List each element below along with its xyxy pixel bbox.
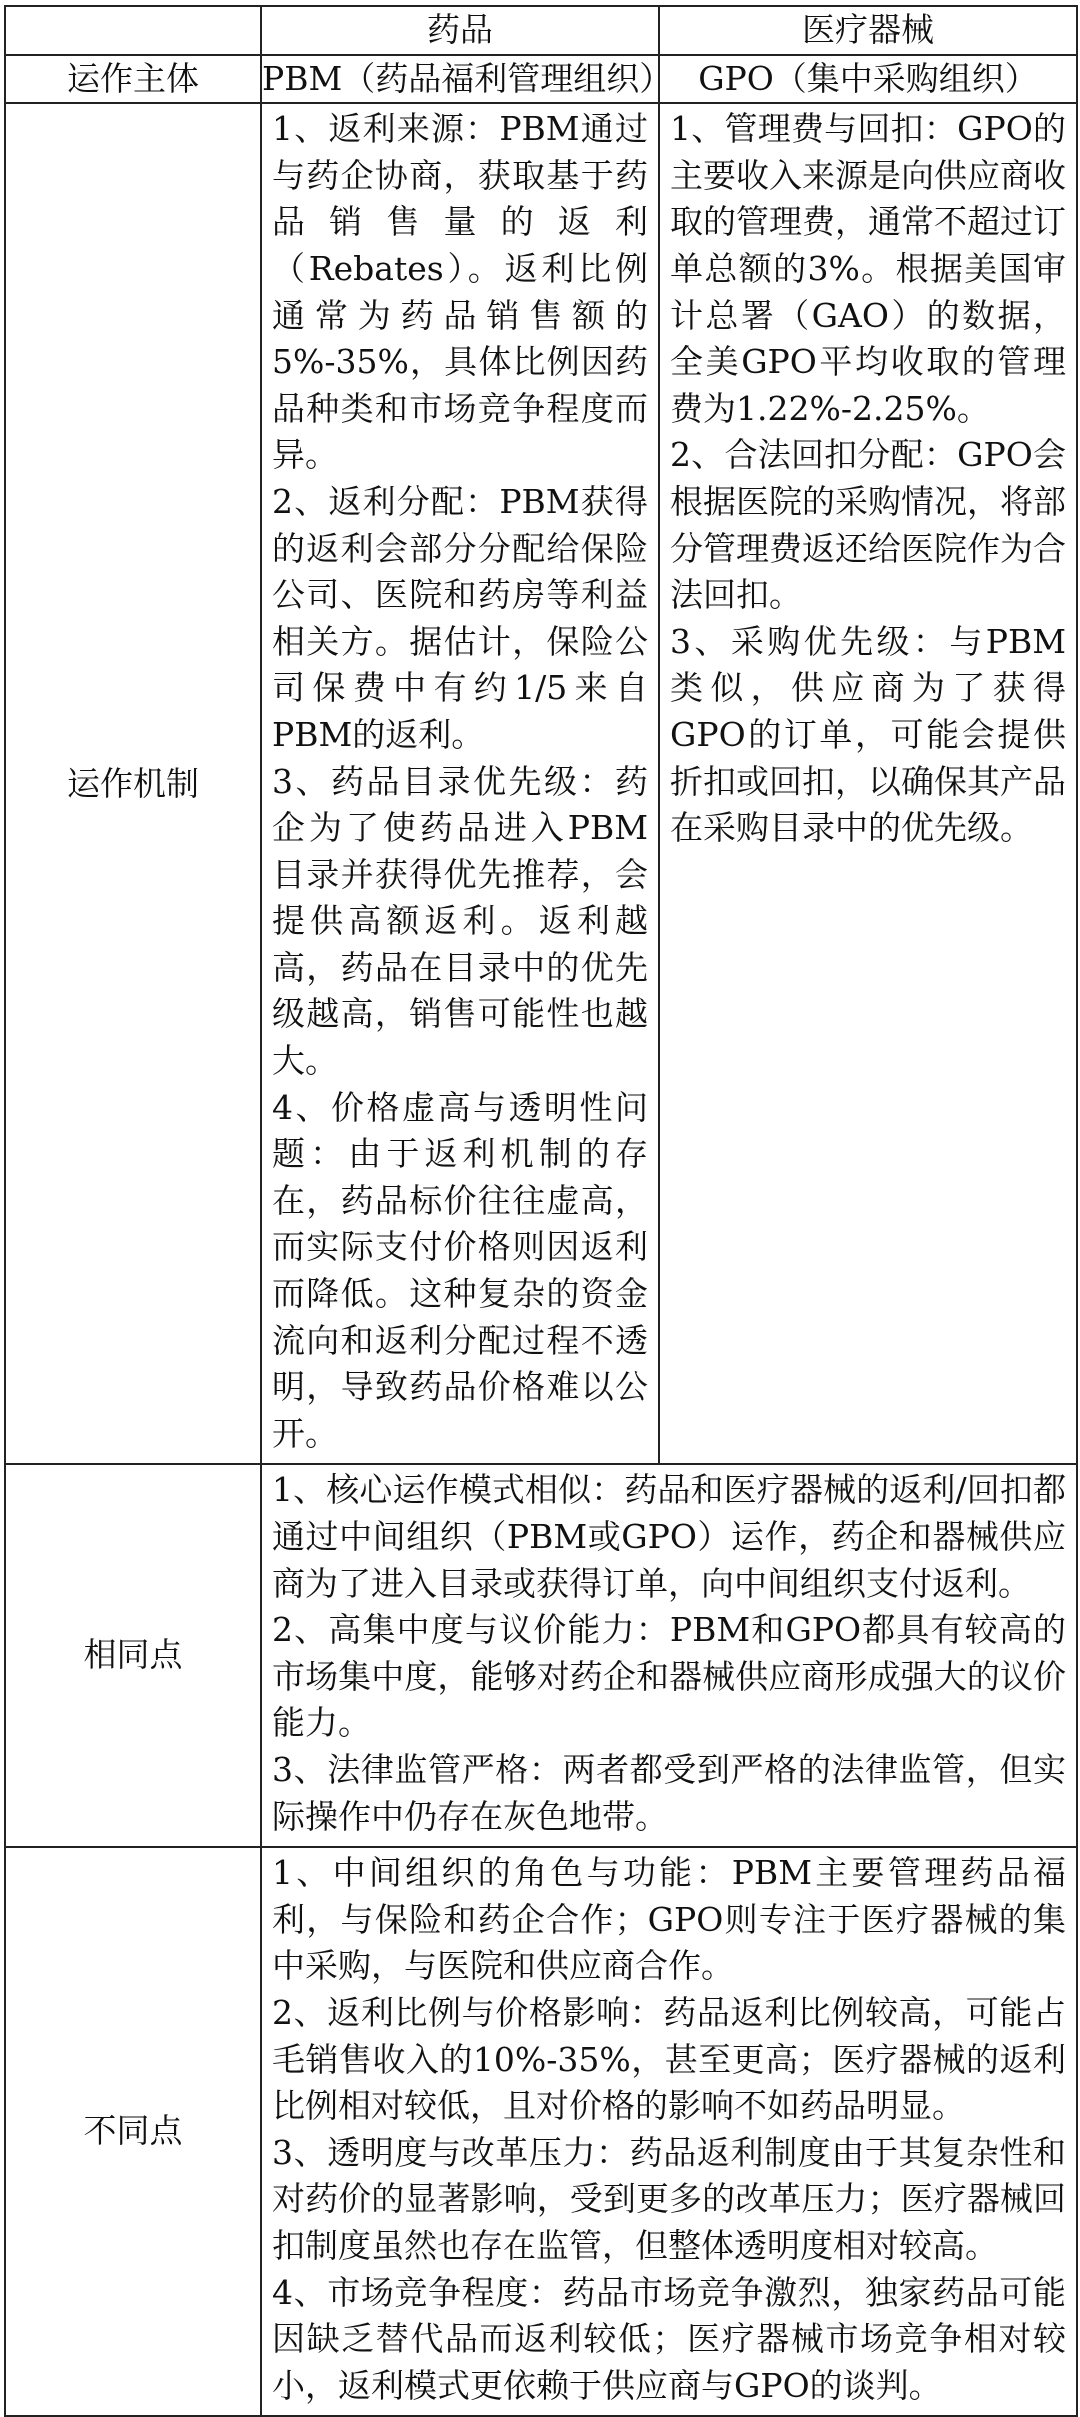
- row-label-similarities: 相同点: [5, 1464, 261, 1847]
- header-corner: [5, 6, 261, 55]
- mechanism-device-cell: [659, 103, 1077, 1464]
- similarity-item: 1、核心运作模式相似：药品和医疗器械的返利/回扣都通过中间组织（PBM或GPO）运作，药企和器械供应商为了进入目录或获得订单，向中间组织支付返利。: [272, 1470, 1066, 1603]
- mechanism-drug-item: 3、药品目录优先级：药企为了使药品进入PBM目录并获得优先推荐，会提供高额返利。返利越高，药品在目录中的优先级越高，销售可能性也越大。: [272, 761, 648, 1081]
- mechanism-device-item: 2、合法回扣分配：GPO会根据医院的采购情况，将部分管理费返还给医院作为合法回扣。: [670, 435, 1066, 615]
- difference-item: 2、返利比例与价格影响：药品返利比例较高，可能占毛销售收入的10%-35%，甚至更高；医疗器械的返利比例相对较低，且对价格的影响不如药品明显。: [272, 1992, 1066, 2126]
- difference-item: 4、市场竞争程度：药品市场竞争激烈，独家药品可能因缺乏替代品而返利较低；医疗器械市场竞争相对较小，返利模式更依赖于供应商与GPO的谈判。: [272, 2272, 1066, 2405]
- subject-drug: PBM（药品福利管理组织）: [261, 55, 659, 104]
- difference-item: 1、中间组织的角色与功能：PBM主要管理药品福利，与保险和药企合作；GPO则专注于医疗器械的集中采购，与医院和供应商合作。: [272, 1853, 1066, 1986]
- row-differences: [5, 1847, 1077, 2416]
- header-drug: 药品: [261, 6, 659, 55]
- differences-cell: [261, 1847, 1077, 2416]
- similarities-cell: [261, 1464, 1077, 1847]
- row-subject: [5, 55, 1077, 104]
- mechanism-drug-item: 2、返利分配：PBM获得的返利会部分分配给保险公司、医院和药房等利益相关方。据估计，保险公司保费中有约1/5来自PBM的返利。: [272, 481, 648, 754]
- mechanism-drug-item: 4、价格虚高与透明性问题：由于返利机制的存在，药品标价往往虚高，而实际支付价格则因返利而降低。这种复杂的资金流向和返利分配过程不透明，导致药品价格难以公开。: [272, 1087, 648, 1453]
- mechanism-drug-cell: [261, 103, 659, 1464]
- row-mechanism: [5, 103, 1077, 1464]
- subject-device: GPO（集中采购组织）: [659, 55, 1077, 104]
- mechanism-drug-item: 1、返利来源：PBM通过与药企协商，获取基于药品销售量的返利（Rebates）。返利比例通常为药品销售额的5%-35%，具体比例因药品种类和市场竞争程度而异。: [272, 109, 648, 475]
- row-label-mechanism: 运作机制: [5, 103, 261, 1464]
- similarity-item: 2、高集中度与议价能力：PBM和GPO都具有较高的市场集中度，能够对药企和器械供应商形成强大的议价能力。: [272, 1610, 1066, 1743]
- row-label-differences: 不同点: [5, 1847, 261, 2416]
- comparison-table: [4, 5, 1078, 2417]
- similarity-item: 3、法律监管严格：两者都受到严格的法律监管，但实际操作中仍存在灰色地带。: [272, 1749, 1066, 1836]
- header-device: 医疗器械: [659, 6, 1077, 55]
- difference-item: 3、透明度与改革压力：药品返利制度由于其复杂性和对药价的显著影响，受到更多的改革压力；医疗器械回扣制度虽然也存在监管，但整体透明度相对较高。: [272, 2132, 1066, 2265]
- row-similarities: [5, 1464, 1077, 1847]
- mechanism-device-item: 3、采购优先级：与PBM类似，供应商为了获得GPO的订单，可能会提供折扣或回扣，以确保其产品在采购目录中的优先级。: [670, 621, 1066, 848]
- header-row: [5, 6, 1077, 55]
- mechanism-device-item: 1、管理费与回扣：GPO的主要收入来源是向供应商收取的管理费，通常不超过订单总额的3%。根据美国审计总署（GAO）的数据，全美GPO平均收取的管理费为1.22%-2.25%。: [670, 109, 1066, 428]
- row-label-subject: 运作主体: [5, 55, 261, 104]
